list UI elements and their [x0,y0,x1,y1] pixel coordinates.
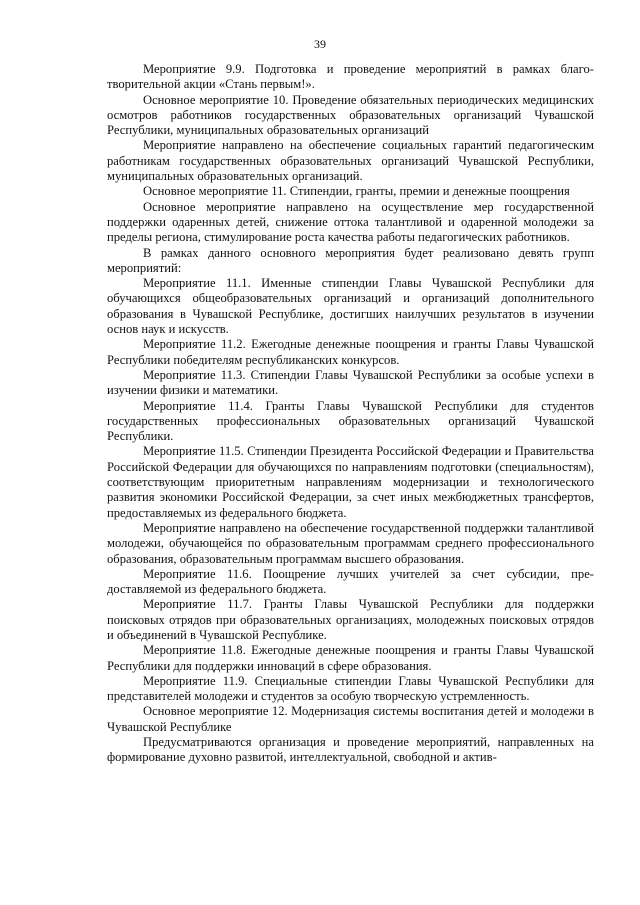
paragraph-main-event-12: Основное мероприятие 12. Модернизация системы воспитания детей и молодежи в Чувашской Республике [107,704,594,734]
paragraph-event-11-goal: Основное мероприятие направлено на осуществление мер государственной поддержки одаренных детей, снижение оттока талантливой и одаренной молодежи за пределы региона, стимулирование роста качества работы педагогических работников. [107,199,594,245]
paragraph-event-11-5-goal: Мероприятие направлено на обеспечение государственной поддержки талантливой молодежи, обучающейся по образовательным программам среднего профессионального образования, образовательным программам высшего образования. [107,520,594,566]
paragraph-event-11-9: Мероприятие 11.9. Специальные стипендии Главы Чувашской Республики для представителей молодежи и студентов за особую творческую устремленность. [107,673,594,704]
paragraph-event-11-4: Мероприятие 11.4. Гранты Главы Чувашской Республики для студентов государственных профессиональных образовательных организаций Чувашской Республики. [107,398,594,444]
paragraph-main-event-11: Основное мероприятие 11. Стипендии, гранты, премии и денежные поощрения [143,184,570,199]
document-body [107,62,594,766]
paragraph-event-11-5: Мероприятие 11.5. Стипендии Президента Российской Федерации и Правительства Российской Федерации для обучающихся по направлениям подготовки (специальностям), соответствующим приоритетным направлениям модернизации и технологического развития экономики Российской Федерации, за счет иных межбюджетных трансфертов, предоставляемых из федерального бюджета. [107,444,594,520]
page-number: 39 [314,37,326,51]
paragraph-event-groups: В рамках данного основного мероприятия будет реализовано девять групп мероприятий: [107,245,594,275]
paragraph-event-11-7: Мероприятие 11.7. Гранты Главы Чувашской Республики для поддержки поисковых отрядов при образовательных организациях, молодежных поисковых отрядов и объединений в Чувашской Республике. [107,597,594,642]
paragraph-main-event-10: Основное мероприятие 10. Проведение обязательных периодических медицинских осмотров работников государственных образовательных организаций Чувашской Республики, муниципальных образовательных организаций [107,92,594,138]
paragraph-event-11-1: Мероприятие 11.1. Именные стипендии Главы Чувашской Республики для обучающихся общеобразовательных организаций и организаций дополнительного образования в Чувашской Республике, достигших наилучших результатов в изучении основ наук и искусств. [107,276,594,337]
paragraph-event-11-6: Мероприятие 11.6. Поощрение лучших учителей за счет субсидии, предоставляемой из федерального бюджета. [107,566,594,597]
paragraph-event-11-2: Мероприятие 11.2. Ежегодные денежные поощрения и гранты Главы Чувашской Республики победителям республиканских конкурсов. [107,337,594,367]
paragraph-event-11-3: Мероприятие 11.3. Стипендии Главы Чувашской Республики за особые успехи в изучении физики и математики. [107,367,594,398]
paragraph-event-11-8: Мероприятие 11.8. Ежегодные денежные поощрения и гранты Главы Чувашской Республики для поддержки инноваций в сфере образования. [107,643,594,673]
paragraph-event-10-goal: Мероприятие направлено на обеспечение социальных гарантий педагогическим работникам государственных образовательных организаций Чувашской Республики, муниципальных образовательных организаций. [107,138,594,184]
paragraph-event-12-goal: Предусматриваются организация и проведение мероприятий, направленных на формирование духовно развитой, интеллектуальной, свободной и актив- [107,735,594,765]
paragraph-event-9-9: Мероприятие 9.9. Подготовка и проведение мероприятий в рамках благотворительной акции «Стань первым!». [107,62,594,92]
